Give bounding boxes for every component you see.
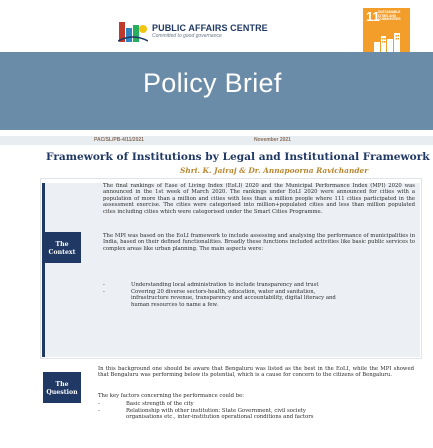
question-paragraph-2: The key factors concerning the performance could be: <box>98 393 245 399</box>
article-authors: Shri. K. Jairaj & Dr. Annapoorna Ravichander <box>180 166 369 175</box>
banner-title: Policy Brief <box>143 68 282 98</box>
pac-logo-icon <box>118 19 148 45</box>
header <box>0 0 433 52</box>
question-paragraph-1: In this background one should be aware that Bengaluru was listed as the best in the EoLI, while the MPI showed that Bengaluru was performing below its potential, which is a cause for concern to the citizens of Bengaluru. <box>98 366 414 379</box>
sdg-title: SUSTAINABLE CITIES AND COMMUNITIES <box>378 10 401 22</box>
document-code: PAC/SL/PB-4/11/2021 <box>94 137 144 143</box>
context-label <box>43 232 81 263</box>
bullet-dash: - <box>103 282 105 288</box>
context-label-line1: The <box>55 241 69 248</box>
bullet-text: Understanding local administration to include transparency and trust <box>131 282 319 288</box>
context-paragraph-1: The final rankings of Ease of Living Index (EoLI) 2020 and the Municipal Performance Index (MPI) 2020 was announced in the 1st week of March 2020. The rankings under EoLI 2020 were announced for cities with a population of more than a million and cities with less than a million people where 111 cities participated in the assessment exercise. The cities were categorised into million+populated cities and less than million populated cites including cities which were categorised under the Smart Cities Programme. <box>103 183 415 215</box>
meta-bar <box>0 136 433 145</box>
context-bullet-2 <box>103 289 415 315</box>
bullet-text: Covering 20 diverse sectors-health, education, water and sanitation, infrastructure revenue, transparency and accountability, digital literacy and human resources to name a few. <box>131 289 336 308</box>
bullet-dash: - <box>98 408 100 414</box>
policy-brief-banner <box>0 52 433 130</box>
context-label-line2: Context <box>48 248 76 256</box>
question-label-line2: Question <box>46 388 78 396</box>
bullet-dash: - <box>98 401 100 407</box>
question-label-line1: The <box>55 381 69 388</box>
sdg-number: 11 <box>366 9 380 24</box>
bullet-dash: - <box>103 289 105 295</box>
bullet-text: Basic strength of the city <box>126 401 194 407</box>
article-title: Framework of Institutions by Legal and Institutional Framework <box>46 151 430 163</box>
org-name: PUBLIC AFFAIRS CENTRE <box>152 23 268 33</box>
document-date: November 2021 <box>254 137 291 143</box>
org-tagline: Committed to good governance <box>152 33 222 39</box>
question-bullet-2 <box>98 408 414 428</box>
question-label <box>43 372 81 403</box>
bullet-text: Relationship with other institution: State Government, civil society organisations etc., inter-institution operational conditions and factors <box>126 408 314 421</box>
context-paragraph-2: The MPI was based on the EoLI framework to include assessing and analysing the performance of municipalities in India, based on their defined functionalities. Broadly these functions included activities like basic public services to complex areas like urban planning. The main aspects were: <box>103 233 415 252</box>
